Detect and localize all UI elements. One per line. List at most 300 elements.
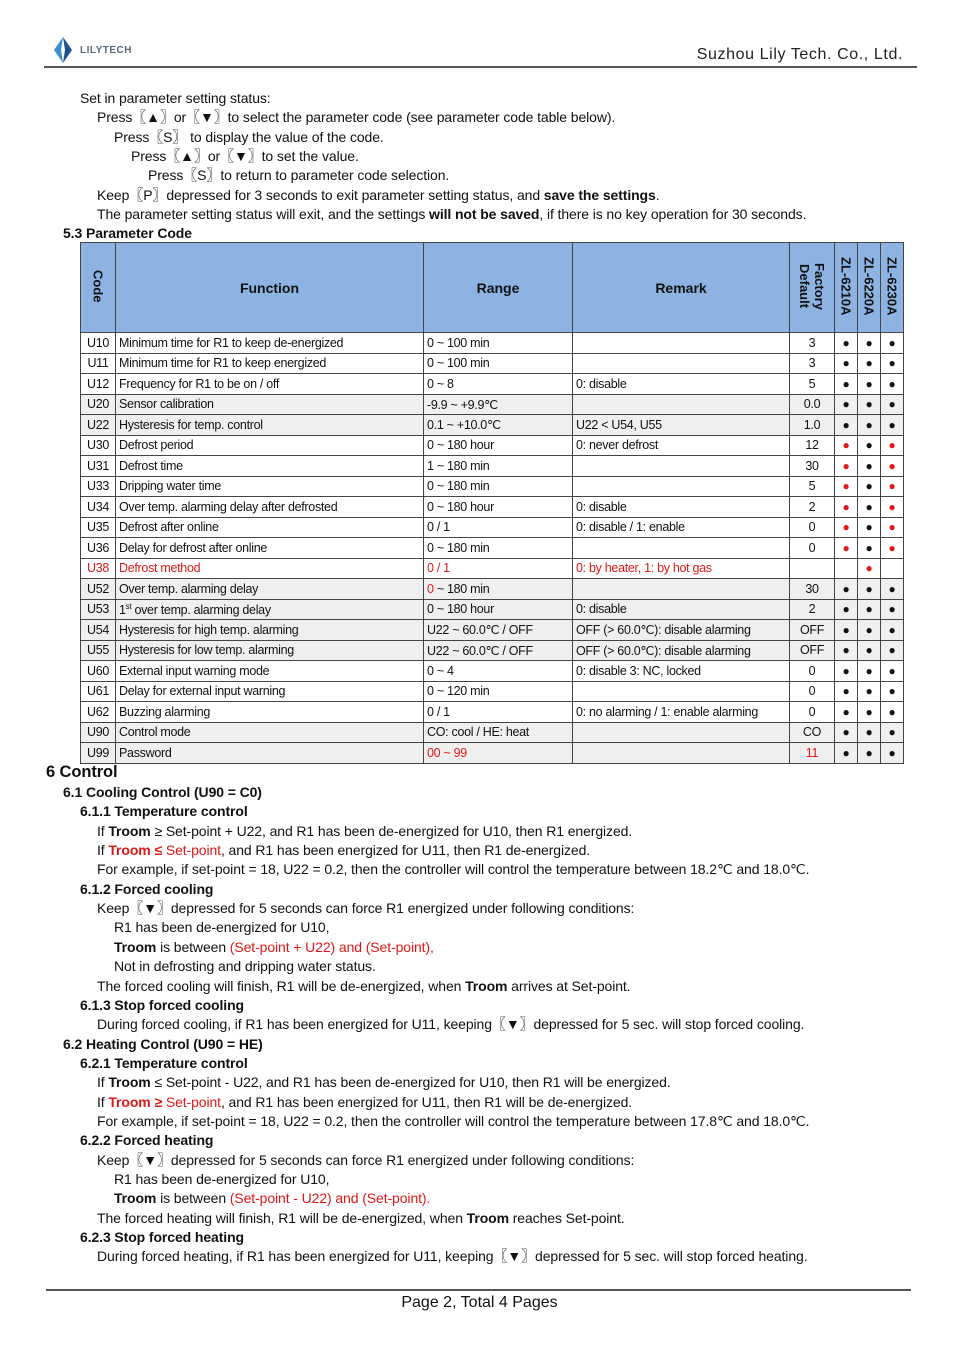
text: U22 ~ 60.0℃ / OFF — [427, 643, 533, 658]
cell-range — [424, 681, 573, 702]
text: 0 / 1 — [427, 561, 450, 576]
cell-remark — [573, 579, 790, 600]
text-line: During forced cooling, if R1 has been energized for U11, keeping〖▼〗depressed for 5 sec. will stop forced cooling. — [97, 1016, 805, 1032]
text: If — [97, 1094, 109, 1110]
cell-zl6230a-dot-icon: ● — [881, 538, 904, 559]
text: ≥ Set-point + U22, and R1 has been de-energized for U10, then R1 energized. — [150, 823, 633, 839]
subsection-heading: 6.2 Heating Control (U90 = HE) — [63, 1036, 263, 1052]
cell-function — [116, 661, 424, 682]
text: The forced cooling will finish, R1 will be de-energized, when — [97, 978, 466, 994]
cell-remark: 0: disable / 1: enable — [573, 517, 790, 538]
cell-zl6210a-dot-icon: ● — [835, 722, 858, 743]
cell-function — [116, 579, 424, 600]
text: 0 ~ 180 hour — [427, 602, 494, 617]
text-line: Not in defrosting and dripping water status. — [114, 958, 376, 974]
cell-remark — [573, 476, 790, 497]
text: Buzzing alarming — [119, 704, 211, 719]
text-line: For example, if set-point = 18, U22 = 0.2, then the controller will control the temperature between 18.2℃ and 18.0℃. — [97, 861, 810, 877]
text: The forced heating will finish, R1 will be de-energized, when — [97, 1210, 467, 1226]
cell-zl6210a-dot-icon: ● — [835, 661, 858, 682]
cell-range — [424, 476, 573, 497]
table-row — [81, 681, 904, 702]
cell-zl6210a-dot-icon: ● — [835, 497, 858, 518]
cell-code: U90 — [81, 722, 116, 743]
cell-zl6220a-dot-icon: ● — [858, 435, 881, 456]
table-row — [81, 415, 904, 436]
cell-function — [116, 415, 424, 436]
text: 0 / 1 — [427, 704, 450, 719]
cell-default: 3 — [790, 333, 835, 354]
troom-label: Troom — [114, 1190, 157, 1206]
cell-default: 0 — [790, 702, 835, 723]
table-row — [81, 579, 904, 600]
footer-divider — [46, 1289, 911, 1291]
intro-line: Press〖S〗to return to parameter code selection. — [148, 167, 450, 183]
text: 0 ~ 180 hour — [427, 499, 494, 514]
cell-default: 1.0 — [790, 415, 835, 436]
cell-code: U61 — [81, 681, 116, 702]
text: Over temp. alarming delay after defrosted — [119, 499, 338, 514]
subsection-heading: 6.2.3 Stop forced heating — [80, 1229, 244, 1245]
subsection-heading: 6.1.3 Stop forced cooling — [80, 997, 244, 1013]
cell-zl6230a-dot-icon — [881, 558, 904, 579]
col-header-zl6220a — [858, 243, 881, 333]
table-row — [81, 661, 904, 682]
cell-remark: 0: by heater, 1: by hot gas — [573, 558, 790, 579]
table-row — [81, 456, 904, 477]
text: is between — [156, 939, 230, 955]
subsection-heading: 6.1 Cooling Control (U90 = C0) — [63, 784, 262, 800]
cell-code: U60 — [81, 661, 116, 682]
text: Defrost time — [119, 458, 183, 473]
table-header-row — [81, 243, 904, 333]
cell-zl6220a-dot-icon: ● — [858, 661, 881, 682]
cell-zl6210a-dot-icon: ● — [835, 702, 858, 723]
cell-function — [116, 702, 424, 723]
cell-remark: 0: disable — [573, 374, 790, 395]
red-text: , — [430, 939, 434, 955]
table-row — [81, 702, 904, 723]
cell-default: 3 — [790, 353, 835, 374]
cell-remark: OFF (> 60.0℃): disable alarming — [573, 620, 790, 641]
cell-default: CO — [790, 722, 835, 743]
table-body — [81, 333, 904, 764]
company-name: Suzhou Lily Tech. Co., Ltd. — [696, 46, 903, 63]
cell-zl6220a-dot-icon: ● — [858, 599, 881, 620]
cell-remark: 0: disable 3: NC, locked — [573, 661, 790, 682]
text: Hysteresis for low temp. alarming — [119, 643, 294, 658]
cell-zl6210a-dot-icon: ● — [835, 435, 858, 456]
cell-code: U34 — [81, 497, 116, 518]
header-label: ZL-6210A — [838, 256, 854, 316]
cell-default: 5 — [790, 476, 835, 497]
text: Control mode — [119, 725, 191, 740]
cell-zl6210a-dot-icon: ● — [835, 640, 858, 661]
troom-label: Troom — [108, 1074, 151, 1090]
table-row — [81, 558, 904, 579]
text: 1 — [119, 602, 126, 617]
cell-range — [424, 374, 573, 395]
text: reaches Set-point. — [508, 1210, 625, 1226]
text: CO: cool / HE: heat — [427, 725, 529, 740]
cell-code: U31 — [81, 456, 116, 477]
cell-default: 0 — [790, 681, 835, 702]
text: 0 ~ 180 hour — [427, 438, 494, 453]
cell-code: U35 — [81, 517, 116, 538]
cell-zl6220a-dot-icon: ● — [858, 743, 881, 764]
cell-zl6220a-dot-icon: ● — [858, 722, 881, 743]
cell-function — [116, 394, 424, 415]
text-line: During forced heating, if R1 has been energized for U11, keeping〖▼〗depressed for 5 sec. will stop forced heating. — [97, 1248, 808, 1264]
cell-remark: 0: no alarming / 1: enable alarming — [573, 702, 790, 723]
cell-zl6230a-dot-icon: ● — [881, 456, 904, 477]
page-number: Page 2, Total 4 Pages — [401, 1294, 558, 1311]
table-row — [81, 517, 904, 538]
cell-zl6210a-dot-icon: ● — [835, 374, 858, 395]
cell-range — [424, 558, 573, 579]
text-line: R1 has been de-energized for U10, — [114, 1171, 330, 1187]
table-row — [81, 743, 904, 764]
cell-range — [424, 538, 573, 559]
table-row — [81, 394, 904, 415]
table-row — [81, 620, 904, 641]
cell-default: 2 — [790, 497, 835, 518]
table-row — [81, 435, 904, 456]
text: Delay for defrost after online — [119, 540, 268, 555]
text: arrives at Set-point. — [507, 978, 631, 994]
cell-zl6220a-dot-icon: ● — [858, 333, 881, 354]
cell-zl6210a-dot-icon: ● — [835, 456, 858, 477]
text: Minimum time for R1 to keep de-energized — [119, 335, 344, 350]
cell-default: 2 — [790, 599, 835, 620]
cell-function — [116, 476, 424, 497]
cell-function — [116, 456, 424, 477]
cell-function — [116, 640, 424, 661]
cell-remark — [573, 456, 790, 477]
text: External input warning mode — [119, 663, 270, 678]
cell-range — [424, 743, 573, 764]
cell-zl6230a-dot-icon: ● — [881, 497, 904, 518]
cell-code: U55 — [81, 640, 116, 661]
cell-zl6230a-dot-icon: ● — [881, 722, 904, 743]
cell-code: U36 — [81, 538, 116, 559]
cell-zl6220a-dot-icon: ● — [858, 538, 881, 559]
subsection-heading: 6.2.1 Temperature control — [80, 1055, 248, 1071]
intro-line — [97, 186, 660, 204]
table-row — [81, 538, 904, 559]
cell-zl6230a-dot-icon: ● — [881, 661, 904, 682]
intro-line: Press〖▲〗or〖▼〗to set the value. — [131, 148, 359, 164]
cell-range — [424, 517, 573, 538]
troom-label: Troom — [465, 978, 508, 994]
intro-line: Press〖S〗 to display the value of the code. — [114, 129, 384, 145]
cell-zl6230a-dot-icon: ● — [881, 435, 904, 456]
cell-function — [116, 620, 424, 641]
text-line — [97, 822, 632, 840]
cell-remark: U22 < U54, U55 — [573, 415, 790, 436]
cell-zl6230a-dot-icon: ● — [881, 743, 904, 764]
cell-zl6220a-dot-icon: ● — [858, 456, 881, 477]
cell-zl6220a-dot-icon: ● — [858, 620, 881, 641]
text: Dripping water time — [119, 479, 221, 494]
table-row — [81, 333, 904, 354]
cell-zl6210a-dot-icon: ● — [835, 743, 858, 764]
cell-function — [116, 599, 424, 620]
cell-range — [424, 497, 573, 518]
text: 0 ~ 120 min — [427, 684, 490, 699]
header-label: Code — [90, 269, 106, 303]
intro-line: Set in parameter setting status: — [80, 90, 271, 106]
cell-default: 12 — [790, 435, 835, 456]
cell-default — [790, 558, 835, 579]
cell-range — [424, 702, 573, 723]
text: 0 ~ 8 — [427, 376, 454, 391]
text-line: Keep〖▼〗depressed for 5 seconds can force R1 energized under following conditions: — [97, 900, 635, 916]
table-row — [81, 476, 904, 497]
table-row — [81, 497, 904, 518]
cell-zl6220a-dot-icon: ● — [858, 681, 881, 702]
bold-text: save the settings — [543, 187, 656, 203]
text-line — [114, 938, 434, 956]
cell-zl6220a-dot-icon: ● — [858, 353, 881, 374]
text: Defrost period — [119, 438, 194, 453]
intro-line: Press〖▲〗or〖▼〗to select the parameter code (see parameter code table below). — [97, 109, 616, 125]
cell-remark — [573, 681, 790, 702]
cell-zl6210a-dot-icon: ● — [835, 599, 858, 620]
cell-zl6230a-dot-icon: ● — [881, 702, 904, 723]
cell-zl6230a-dot-icon: ● — [881, 681, 904, 702]
cell-zl6230a-dot-icon: ● — [881, 415, 904, 436]
troom-label: Troom ≤ — [108, 842, 166, 858]
text: . — [655, 187, 660, 203]
cell-zl6210a-dot-icon: ● — [835, 394, 858, 415]
text: The parameter setting status will exit, and the settings — [97, 206, 430, 222]
cell-remark — [573, 333, 790, 354]
parameter-table — [80, 242, 904, 764]
cell-zl6230a-dot-icon: ● — [881, 517, 904, 538]
text: If — [97, 823, 109, 839]
text-line — [114, 1189, 430, 1207]
subsection-heading: 6.1.1 Temperature control — [80, 803, 248, 819]
cell-default: 0 — [790, 661, 835, 682]
text: If — [97, 842, 109, 858]
text: Over temp. alarming delay — [119, 581, 259, 596]
cell-zl6220a-dot-icon: ● — [858, 702, 881, 723]
cell-function — [116, 538, 424, 559]
col-header-code — [81, 243, 116, 333]
cell-zl6230a-dot-icon: ● — [881, 579, 904, 600]
cell-remark — [573, 722, 790, 743]
cell-zl6230a-dot-icon: ● — [881, 599, 904, 620]
page-header — [44, 36, 917, 68]
text: , and R1 has been energized for U11, then R1 de-energized. — [220, 842, 591, 858]
red-text: 0 — [427, 581, 434, 596]
cell-zl6210a-dot-icon: ● — [835, 517, 858, 538]
cell-code: U99 — [81, 743, 116, 764]
cell-zl6210a-dot-icon: ● — [835, 353, 858, 374]
cell-default: OFF — [790, 620, 835, 641]
superscript: st — [125, 601, 132, 611]
cell-function — [116, 353, 424, 374]
cell-remark: OFF (> 60.0℃): disable alarming — [573, 640, 790, 661]
subsection-heading: 6.1.2 Forced cooling — [80, 881, 214, 897]
table-row — [81, 599, 904, 620]
cell-code: U33 — [81, 476, 116, 497]
text: 0 ~ 180 min — [427, 479, 490, 494]
col-header-zl6230a — [881, 243, 904, 333]
text: is between — [156, 1190, 230, 1206]
cell-function — [116, 333, 424, 354]
cell-default: 11 — [790, 743, 835, 764]
cell-range — [424, 435, 573, 456]
col-header-remark: Remark — [573, 243, 790, 333]
text: -9.9 ~ +9.9℃ — [427, 397, 498, 412]
cell-default: 0 — [790, 538, 835, 559]
cell-function — [116, 743, 424, 764]
troom-label: Troom — [108, 823, 151, 839]
text-line — [97, 1209, 625, 1227]
cell-code: U30 — [81, 435, 116, 456]
cell-remark — [573, 353, 790, 374]
text: Frequency for R1 to be on / off — [119, 376, 280, 391]
col-header-default — [790, 243, 835, 333]
cell-code: U10 — [81, 333, 116, 354]
text: ~ 180 min — [433, 581, 490, 596]
text: , if there is no key operation for 30 seconds. — [539, 206, 807, 222]
text: Minimum time for R1 to keep energized — [119, 356, 327, 371]
text-line: Keep〖▼〗depressed for 5 seconds can force R1 energized under following conditions: — [97, 1152, 635, 1168]
text-line — [97, 1073, 671, 1091]
cell-default: 5 — [790, 374, 835, 395]
cell-zl6230a-dot-icon: ● — [881, 333, 904, 354]
text: 00 ~ 99 — [427, 745, 467, 760]
text-line — [97, 977, 630, 995]
text: 0 ~ 100 min — [427, 356, 490, 371]
cell-zl6230a-dot-icon: ● — [881, 620, 904, 641]
header-label: ZL-6220A — [861, 256, 877, 316]
text: Hysteresis for temp. control — [119, 417, 263, 432]
cell-default: 30 — [790, 579, 835, 600]
cell-zl6230a-dot-icon: ● — [881, 374, 904, 395]
text: 1 ~ 180 min — [427, 458, 490, 473]
text: If — [97, 1074, 109, 1090]
red-text: Set-point — [165, 842, 221, 858]
text: , and R1 has been energized for U11, then R1 will be de-energized. — [220, 1094, 633, 1110]
cell-remark: 0: disable — [573, 599, 790, 620]
text: 0 ~ 100 min — [427, 335, 490, 350]
cell-zl6220a-dot-icon: ● — [858, 579, 881, 600]
text: Hysteresis for high temp. alarming — [119, 622, 299, 637]
cell-remark — [573, 394, 790, 415]
text-line — [97, 1093, 632, 1111]
cell-range — [424, 661, 573, 682]
text: Defrost method — [119, 561, 201, 576]
text: 0 / 1 — [427, 520, 450, 535]
cell-function — [116, 497, 424, 518]
red-text: (Set-point - U22) and (Set-point). — [229, 1190, 431, 1206]
troom-label: Troom ≥ — [108, 1094, 166, 1110]
cell-range — [424, 415, 573, 436]
cell-code: U11 — [81, 353, 116, 374]
cell-default: 0 — [790, 517, 835, 538]
cell-range — [424, 620, 573, 641]
header-label: Factory Default — [797, 262, 827, 310]
red-text: (Set-point + U22) and (Set-point) — [229, 939, 430, 955]
section-title: 6 Control — [46, 763, 118, 781]
cell-range — [424, 353, 573, 374]
bold-text: will not be saved — [429, 206, 540, 222]
cell-zl6230a-dot-icon: ● — [881, 394, 904, 415]
cell-code: U12 — [81, 374, 116, 395]
cell-function — [116, 681, 424, 702]
cell-range — [424, 722, 573, 743]
cell-code: U22 — [81, 415, 116, 436]
cell-default: 30 — [790, 456, 835, 477]
cell-code: U53 — [81, 599, 116, 620]
cell-zl6210a-dot-icon — [835, 558, 858, 579]
cell-function — [116, 722, 424, 743]
logo-text: LILYTECH — [80, 44, 132, 56]
cell-zl6220a-dot-icon: ● — [858, 497, 881, 518]
cell-zl6210a-dot-icon: ● — [835, 681, 858, 702]
text: Defrost after online — [119, 520, 219, 535]
cell-zl6210a-dot-icon: ● — [835, 620, 858, 641]
cell-remark — [573, 743, 790, 764]
cell-remark: 0: never defrost — [573, 435, 790, 456]
cell-default: OFF — [790, 640, 835, 661]
cell-code: U38 — [81, 558, 116, 579]
cell-zl6230a-dot-icon: ● — [881, 476, 904, 497]
text: over temp. alarming delay — [131, 602, 271, 617]
cell-remark — [573, 538, 790, 559]
table-row — [81, 640, 904, 661]
cell-function — [116, 558, 424, 579]
cell-range — [424, 394, 573, 415]
cell-zl6210a-dot-icon: ● — [835, 579, 858, 600]
cell-zl6230a-dot-icon: ● — [881, 353, 904, 374]
troom-label: Troom — [114, 939, 157, 955]
text: 0.1 ~ +10.0℃ — [427, 418, 501, 433]
text: Sensor calibration — [119, 397, 214, 412]
cell-zl6220a-dot-icon: ● — [858, 415, 881, 436]
company-logo — [52, 36, 132, 64]
lilytech-logo-icon — [52, 36, 74, 64]
text: Delay for external input warning — [119, 684, 286, 699]
header-label: ZL-6230A — [884, 256, 900, 316]
col-header-function: Function — [116, 243, 424, 333]
intro-line — [97, 205, 806, 223]
text: U22 ~ 60.0℃ / OFF — [427, 623, 533, 638]
cell-function — [116, 435, 424, 456]
cell-range — [424, 599, 573, 620]
cell-zl6220a-dot-icon: ● — [858, 558, 881, 579]
text: 0 ~ 4 — [427, 663, 454, 678]
cell-zl6210a-dot-icon: ● — [835, 476, 858, 497]
cell-code: U62 — [81, 702, 116, 723]
cell-range — [424, 333, 573, 354]
troom-label: Troom — [466, 1210, 509, 1226]
text-line — [97, 841, 590, 859]
text: ≤ Set-point - U22, and R1 has been de-energized for U10, then R1 will be energized. — [150, 1074, 671, 1090]
cell-range — [424, 579, 573, 600]
text-line: R1 has been de-energized for U10, — [114, 919, 330, 935]
text: Keep〖P〗depressed for 3 seconds to exit parameter setting status, and — [97, 187, 544, 203]
table-row — [81, 374, 904, 395]
table-row — [81, 722, 904, 743]
cell-range — [424, 456, 573, 477]
cell-range — [424, 640, 573, 661]
cell-zl6220a-dot-icon: ● — [858, 394, 881, 415]
